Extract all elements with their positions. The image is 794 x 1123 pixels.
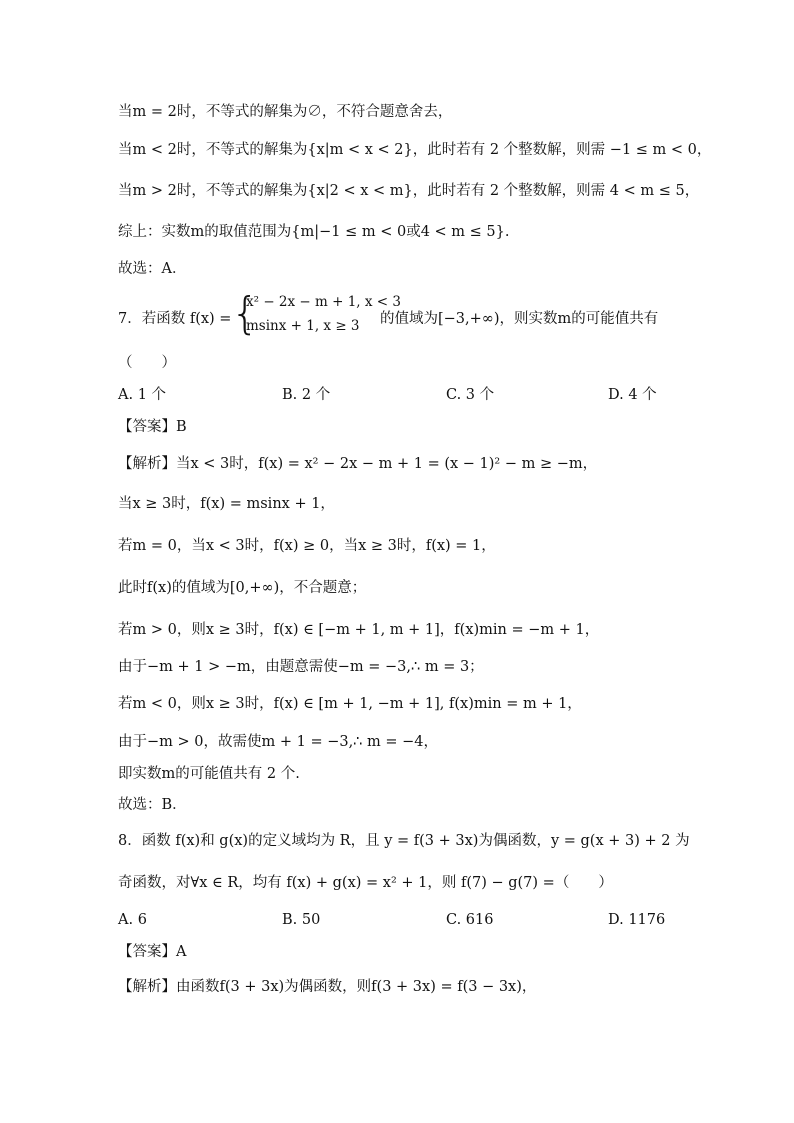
analysis-line: 若m < 0，则x ≥ 3时，f(x) ∈ [m + 1, −m + 1], f(x)min = m + 1， [118, 696, 582, 712]
text-line: 当m > 2时，不等式的解集为{x|2 < x < m}，此时若有 2 个整数解，则需 4 < m ≤ 5， [118, 183, 700, 199]
piecewise-case-1: x² − 2x − m + 1, x < 3 [246, 294, 401, 310]
question-7-paren: （ ） [118, 355, 176, 371]
question-8-stem-cont: 奇函数，对∀x ∈ R，均有 f(x) + g(x) = x² + 1，则 f(7) − g(7) =（ ） [118, 875, 613, 891]
text-line: 故选：A． [118, 261, 187, 277]
q7-option-d: D. 4 个 [608, 387, 657, 403]
question-7-tail: 的值域为[−3,+∞)，则实数m的可能值共有 [380, 311, 659, 327]
analysis-line: 由于−m > 0，故需使m + 1 = −3,∴ m = −4， [118, 734, 439, 750]
q8-option-a: A. 6 [118, 912, 147, 928]
question-7-lead: 7．若函数 f(x) = [118, 311, 232, 327]
q7-answer: 【答案】B [118, 419, 187, 435]
analysis-line: 若m > 0，则x ≥ 3时，f(x) ∈ [−m + 1, m + 1]，f(x)min = −m + 1， [118, 622, 600, 638]
piecewise-brace: { [231, 288, 259, 339]
analysis-line: 由于−m + 1 > −m，由题意需使−m = −3,∴ m = 3； [118, 659, 484, 675]
q8-option-c: C. 616 [446, 912, 494, 928]
question-8-stem: 8．函数 f(x)和 g(x)的定义域均为 R，且 y = f(3 + 3x)为偶函数，y = g(x + 3) + 2 为 [118, 833, 690, 849]
analysis-line: 此时f(x)的值域为[0,+∞)，不合题意； [118, 580, 367, 596]
q8-option-d: D. 1176 [608, 912, 666, 928]
q7-option-b: B. 2 个 [282, 387, 331, 403]
q7-option-c: C. 3 个 [446, 387, 495, 403]
text-line: 当m = 2时，不等式的解集为∅，不符合题意舍去， [118, 104, 453, 120]
q8-answer: 【答案】A [118, 944, 187, 960]
analysis-line: 故选：B． [118, 797, 187, 813]
q8-analysis: 【解析】由函数f(3 + 3x)为偶函数，则f(3 + 3x) = f(3 − 3x)， [118, 979, 537, 995]
analysis-line: 当x ≥ 3时，f(x) = msinx + 1， [118, 496, 335, 512]
piecewise-case-2: msinx + 1, x ≥ 3 [246, 318, 360, 334]
q8-option-b: B. 50 [282, 912, 321, 928]
analysis-line: 即实数m的可能值共有 2 个. [118, 766, 300, 782]
q7-option-a: A. 1 个 [118, 387, 167, 403]
text-line: 综上：实数m的取值范围为{m|−1 ≤ m < 0或4 < m ≤ 5}. [118, 224, 510, 240]
analysis-line: 若m = 0，当x < 3时，f(x) ≥ 0，当x ≥ 3时，f(x) = 1， [118, 538, 496, 554]
analysis-line: 【解析】当x < 3时，f(x) = x² − 2x − m + 1 = (x − 1)² − m ≥ −m， [118, 456, 598, 472]
text-line: 当m < 2时，不等式的解集为{x|m < x < 2}，此时若有 2 个整数解，则需 −1 ≤ m < 0， [118, 142, 712, 158]
